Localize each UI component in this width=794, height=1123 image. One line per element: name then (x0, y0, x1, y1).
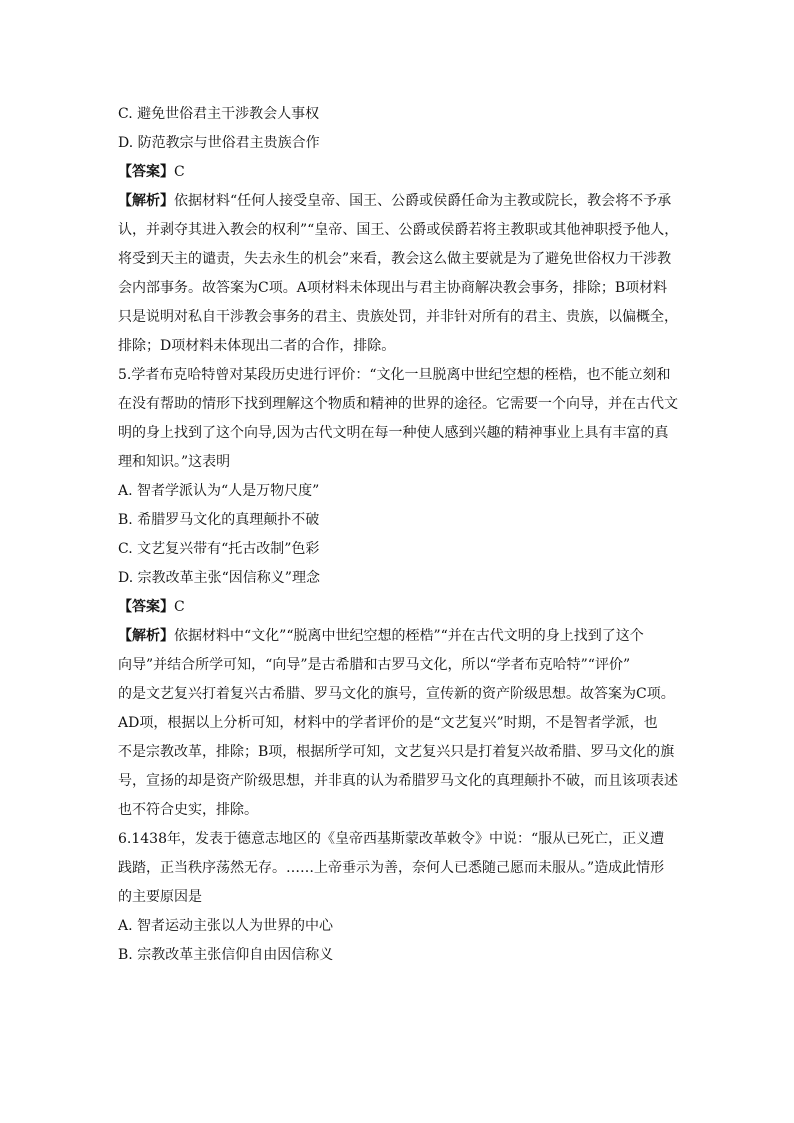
q5-analysis-line-5: 不是宗教改革，排除；B项，根据所学可知，文艺复兴只是打着复兴故希腊、罗马文化的旗 (118, 744, 675, 760)
q5-answer-label: 【答案】 (118, 599, 174, 615)
q5-stem-line-1: 5.学者布克哈特曾对某段历史进行评价：“文化一旦脱离中世纪空想的桎梏，也不能立刻和 (118, 367, 671, 383)
q4-option-d: D. 防范教宗与世俗君主贵族合作 (118, 135, 320, 151)
q5-stem-line-2: 在没有帮助的情形下找到理解这个物质和精神的世界的途径。它需要一个向导，并在古代文 (118, 396, 678, 412)
q4-analysis-line-1: 【解析】依据材料“任何人接受皇帝、国王、公爵或侯爵任命为主教或院长，教会将不予承 (118, 193, 672, 209)
q5-answer (118, 593, 678, 622)
q5-analysis-line-6: 号，宣扬的却是资产阶级思想，并非真的认为希腊罗马文化的真理颠扑不破，而且该项表述 (118, 773, 678, 789)
q6-stem-line-2: 践踏，正当秩序荡然无存。……上帝垂示为善，奈何人已悉随己愿而未服从。”造成此情形 (118, 860, 665, 876)
q5-stem-line-4: 理和知识。”这表明 (118, 454, 231, 470)
q6-option-a: A. 智者运动主张以人为世界的中心 (118, 918, 334, 934)
q5-option-c: C. 文艺复兴带有“托古改制”色彩 (118, 541, 320, 557)
q4-answer-label: 【答案】 (118, 164, 174, 180)
q5-analysis-line-4: AD项，根据以上分析可知，材料中的学者评价的是“文艺复兴”时期，不是智者学派，也 (118, 715, 658, 731)
q5-analysis-line-7: 也不符合史实，排除。 (118, 802, 258, 818)
q5-analysis-line-3: 的是文艺复兴打着复兴古希腊、罗马文化的旗号，宣传新的资产阶级思想。故答案为C项。 (118, 686, 675, 702)
document-page (118, 100, 678, 970)
q4-analysis-line-5: 只是说明对私自干涉教会事务的君主、贵族处罚，并非针对所有的君主、贵族，以偏概全， (118, 309, 678, 325)
q5-analysis-label: 【解析】 (118, 628, 174, 644)
q4-analysis-line-3: 将受到天主的谴责，失去永生的机会”来看，教会这么做主要就是为了避免世俗权力干涉教 (118, 251, 672, 267)
q5-option-a: A. 智者学派认为“人是万物尺度” (118, 483, 320, 499)
q4-analysis-line-2: 认，并剥夺其进入教会的权利”“皇帝、国王、公爵或侯爵若将主教职或其他神职授予他人， (118, 222, 679, 238)
q5-analysis-line-2: 向导”并结合所学可知，“向导”是古希腊和古罗马文化，所以“学者布克哈特”“评价” (118, 657, 631, 673)
q5-stem-line-3: 明的身上找到了这个向导,因为古代文明在每一种使人感到兴趣的精神事业上具有丰富的真 (118, 425, 669, 441)
q5-analysis-line-1: 【解析】依据材料中“文化”“脱离中世纪空想的桎梏”“并在古代文明的身上找到了这个 (118, 628, 644, 644)
q6-stem-line-3: 的主要原因是 (118, 889, 202, 905)
q4-option-c: C. 避免世俗君主干涉教会人事权 (118, 106, 320, 122)
q4-analysis-line-4: 会内部事务。故答案为C项。A项材料未体现出与君主协商解决教会事务，排除；B项材料 (118, 280, 668, 296)
q4-answer (118, 158, 678, 187)
q6-option-b: B. 宗教改革主张信仰自由因信称义 (118, 947, 334, 963)
q4-answer-value: C (174, 164, 185, 180)
q4-analysis-label: 【解析】 (118, 193, 174, 209)
q5-answer-value: C (174, 599, 185, 615)
q4-analysis-line-6: 排除；D项材料未体现出二者的合作，排除。 (118, 338, 396, 354)
q5-option-b: B. 希腊罗马文化的真理颠扑不破 (118, 512, 320, 528)
q6-stem-line-1: 6.1438年，发表于德意志地区的《皇帝西基斯蒙改革敕令》中说：“服从已死亡，正义遭 (118, 831, 665, 847)
q5-option-d: D. 宗教改革主张“因信称义”理念 (118, 570, 320, 586)
